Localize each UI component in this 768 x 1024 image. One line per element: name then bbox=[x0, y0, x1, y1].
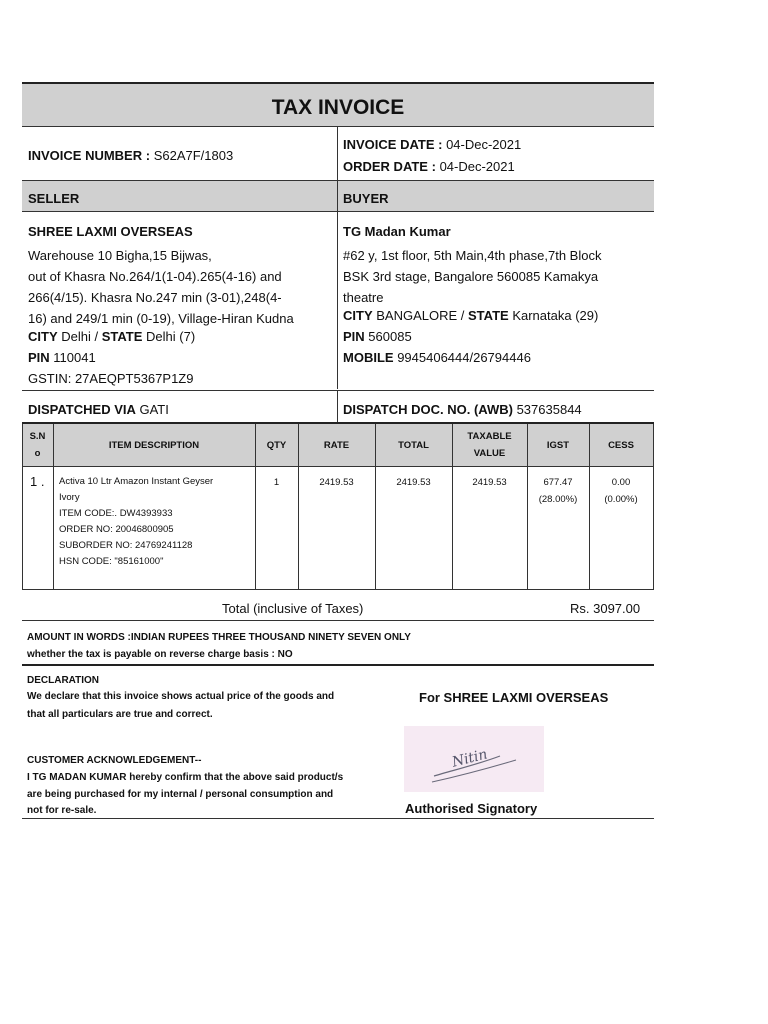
seller-address: Warehouse 10 Bigha,15 Bijwas, out of Khasra No.264/1(1-04).265(4-16) and 266(4/15). Khasra No.247 min (3-01),248(4- 16) and 249/1 min (0-19), Village-Hiran Kudna bbox=[28, 248, 294, 326]
dispatched-via: DISPATCHED VIA GATI bbox=[28, 402, 169, 417]
divider bbox=[22, 620, 654, 621]
col-header-sno: S.N o bbox=[29, 431, 46, 459]
total-label: Total (inclusive of Taxes) bbox=[222, 601, 364, 616]
col-header-description: ITEM DESCRIPTION bbox=[108, 440, 200, 451]
total-value: Rs. 3097.00 bbox=[570, 601, 641, 616]
dispatch-doc-no: DISPATCH DOC. NO. (AWB) 537635844 bbox=[343, 402, 582, 417]
divider bbox=[22, 211, 654, 212]
center-divider bbox=[337, 390, 338, 422]
col-header-taxable: TAXABLE VALUE bbox=[467, 431, 512, 459]
authorised-signatory: Authorised Signatory bbox=[405, 801, 538, 816]
buyer-mobile: MOBILE 9945406444/26794446 bbox=[343, 350, 531, 365]
buyer-name: TG Madan Kumar bbox=[343, 224, 451, 239]
row-rate: 2419.53 bbox=[319, 477, 354, 488]
col-header-total: TOTAL bbox=[398, 440, 429, 451]
seller-city-state: CITY Delhi / STATE Delhi (7) bbox=[28, 329, 196, 344]
row-taxable: 2419.53 bbox=[472, 477, 507, 488]
row-cess: 0.00 (0.00%) bbox=[604, 477, 638, 505]
col-header-cess: CESS bbox=[608, 440, 634, 451]
seller-heading: SELLER bbox=[28, 191, 80, 206]
divider bbox=[22, 126, 654, 127]
table-bottom-border bbox=[22, 589, 654, 590]
center-divider bbox=[337, 181, 338, 211]
divider bbox=[22, 664, 654, 666]
seller-name: SHREE LAXMI OVERSEAS bbox=[28, 224, 193, 239]
for-company-label: For SHREE LAXMI OVERSEAS bbox=[419, 690, 609, 705]
buyer-city-state: CITY BANGALORE / STATE Karnataka (29) bbox=[343, 308, 599, 323]
row-total: 2419.53 bbox=[396, 477, 431, 488]
page-title: TAX INVOICE bbox=[271, 96, 405, 119]
center-divider bbox=[337, 126, 338, 389]
acknowledgement-line: I TG MADAN KUMAR hereby confirm that the above said product/s bbox=[27, 772, 344, 783]
col-header-rate: RATE bbox=[323, 440, 350, 451]
col-header-qty: QTY bbox=[266, 440, 287, 451]
seller-gstin: GSTIN: 27AEQPT5367P1Z9 bbox=[28, 371, 194, 386]
declaration-line: We declare that this invoice shows actual price of the goods and bbox=[27, 691, 335, 702]
declaration-line: that all particulars are true and correct. bbox=[27, 709, 213, 720]
seller-pin: PIN 110041 bbox=[28, 350, 96, 365]
section-header-band bbox=[22, 181, 654, 211]
declaration-heading: DECLARATION bbox=[27, 675, 100, 686]
buyer-address: #62 y, 1st floor, 5th Main,4th phase,7th Block BSK 3rd stage, Bangalore 560085 Kamakya theatre bbox=[343, 248, 602, 305]
row-igst: 677.47 (28.00%) bbox=[538, 477, 578, 505]
signature-handwriting: Nitin bbox=[450, 746, 490, 771]
row-qty: 1 bbox=[273, 477, 280, 488]
signature-image bbox=[404, 726, 544, 792]
column-line bbox=[653, 424, 654, 589]
amount-in-words: AMOUNT IN WORDS :INDIAN RUPEES THREE THOUSAND NINETY SEVEN ONLY bbox=[27, 632, 411, 643]
col-header-igst: IGST bbox=[546, 440, 570, 451]
invoice-number: INVOICE NUMBER : S62A7F/1803 bbox=[28, 148, 234, 163]
row-description: Activa 10 Ltr Amazon Instant Geyser Ivory ITEM CODE:. DW4393933 ORDER NO: 20046800905 SUBORDER NO: 24769241128 HSN CODE: "85161000" bbox=[59, 476, 214, 567]
invoice-date: INVOICE DATE : 04-Dec-2021 bbox=[343, 137, 522, 152]
acknowledgement-line: are being purchased for my internal / personal consumption and bbox=[27, 789, 334, 800]
row-sno: 1 . bbox=[30, 474, 45, 489]
buyer-pin: PIN 560085 bbox=[343, 329, 412, 344]
acknowledgement-heading: CUSTOMER ACKNOWLEDGEMENT-- bbox=[27, 755, 202, 766]
buyer-heading: BUYER bbox=[343, 191, 389, 206]
table-header-bottom bbox=[22, 466, 654, 467]
order-date: ORDER DATE : 04-Dec-2021 bbox=[343, 159, 515, 174]
bottom-border bbox=[22, 818, 654, 819]
divider bbox=[22, 390, 654, 391]
reverse-charge: whether the tax is payable on reverse charge basis : NO bbox=[27, 649, 293, 660]
acknowledgement-line: not for re-sale. bbox=[27, 805, 97, 816]
